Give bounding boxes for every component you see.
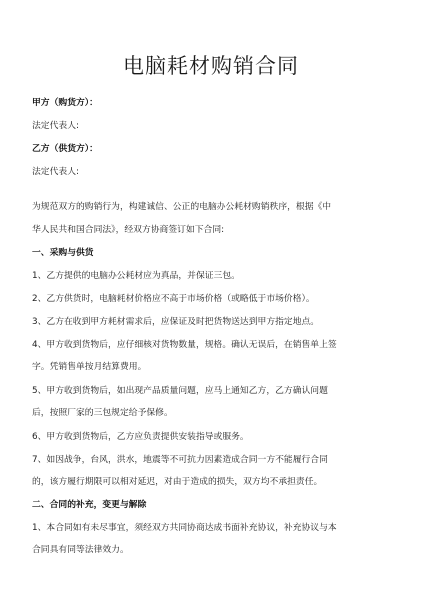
clause-line: 5、甲方收到货物后，如出现产品质量问题，应马上通知乙方，乙方确认问题 (32, 386, 328, 396)
clause-line: 4、甲方收到货物后，应仔细核对货物数量，规格。确认无误后，在销售单上签 (32, 340, 337, 350)
preamble-line: 华人民共和国合同法》，经双方协商签订如下合同: (32, 225, 225, 235)
clause-line: 7、如因战争，台风，洪水，地震等不可抗力因素造成合同一方不能履行合同 (32, 455, 328, 465)
party-a-label: 甲方（购货方）： (32, 98, 98, 108)
clause-line: 的，该方履行期限可以相对延迟，对由于造成的损失，双方均不承担责任。 (32, 477, 323, 487)
party-a-representative: 法定代表人: (32, 121, 79, 131)
clause-line: 1、乙方提供的电脑办公耗材应为真品，并保证三包。 (32, 271, 240, 281)
clause-line: 6、甲方收到货物后，乙方应负责提供安装指导或服务。 (32, 432, 249, 442)
clause-line: 字。凭销售单按月结算费用。 (32, 362, 147, 372)
document-title: 电脑耗材购销合同 (123, 54, 299, 78)
section-heading-amendment: 二、合同的补充，变更与解除 (32, 500, 147, 510)
clause-line: 3、乙方在收到甲方耗材需求后，应保证及时把货物送达到甲方指定地点。 (32, 317, 320, 327)
clause-line: 合同具有同等法律效力。 (32, 545, 129, 555)
clause-line: 2、乙方供货时，电脑耗材价格应不高于市场价格（或略低于市场价格）。 (32, 294, 315, 304)
section-heading-purchase-supply: 一、采购与供货 (32, 248, 94, 258)
clause-line: 1、本合同如有未尽事宜，须经双方共同协商达成书面补充协议，补充协议与本 (32, 523, 337, 533)
party-b-representative: 法定代表人: (32, 167, 79, 177)
preamble-line: 为规范双方的购销行为，构建诚信、公正的电脑办公耗材购销秩序，根据《中 (32, 202, 332, 212)
party-b-label: 乙方（供货方）： (32, 144, 98, 154)
clause-line: 后，按照厂家的三包规定给予保修。 (32, 408, 173, 418)
